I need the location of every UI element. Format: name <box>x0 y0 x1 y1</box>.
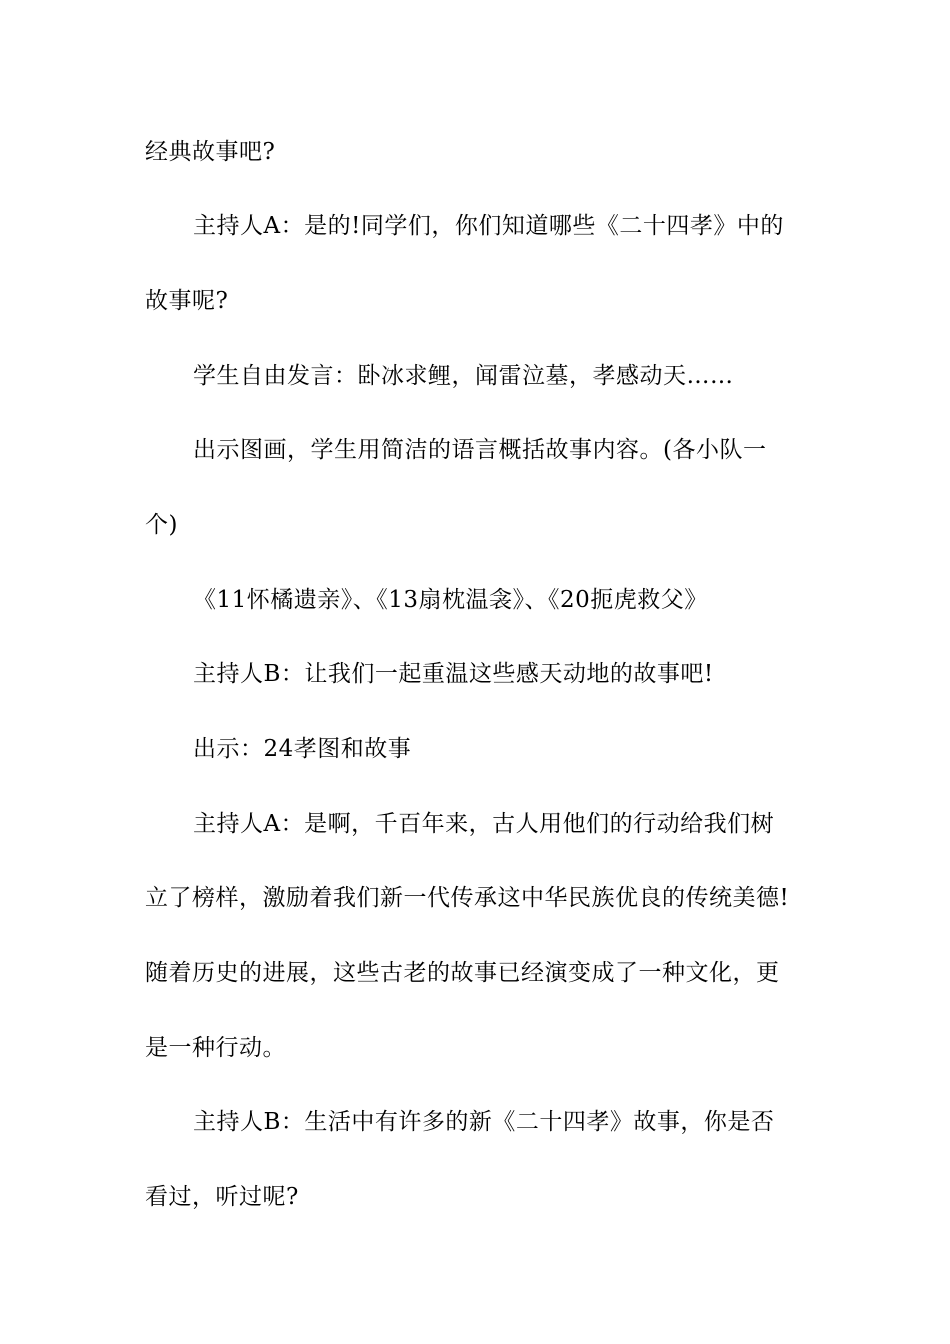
text-line-11: 立了榜样，激励着我们新一代传承这中华民族优良的传统美德! <box>145 885 790 911</box>
text-line-5: 出示图画，学生用简洁的语言概括故事内容。(各小队一 <box>193 437 767 463</box>
text-line-8: 主持人B：让我们一起重温这些感天动地的故事吧! <box>193 661 714 687</box>
text-line-14: 主持人B：生活中有许多的新《二十四孝》故事，你是否 <box>193 1109 775 1135</box>
text-line-3: 故事呢? <box>145 288 229 314</box>
text-line-15: 看过，听过呢? <box>145 1184 299 1210</box>
text-line-4: 学生自由发言：卧冰求鲤，闻雷泣墓，孝感动天…… <box>193 363 734 389</box>
text-line-13: 是一种行动。 <box>145 1035 286 1061</box>
text-line-9: 出示：24孝图和故事 <box>193 736 412 762</box>
text-line-7: 《11怀橘遗亲》、《13扇枕温衾》、《20扼虎救父》 <box>193 587 708 613</box>
text-line-1: 经典故事吧? <box>145 139 276 165</box>
text-line-10: 主持人A：是啊，千百年来，古人用他们的行动给我们树 <box>193 811 775 837</box>
text-line-6: 个) <box>145 512 178 538</box>
text-line-2: 主持人A：是的!同学们，你们知道哪些《二十四孝》中的 <box>193 213 784 239</box>
text-line-12: 随着历史的进展，这些古老的故事已经演变成了一种文化，更 <box>145 960 780 986</box>
